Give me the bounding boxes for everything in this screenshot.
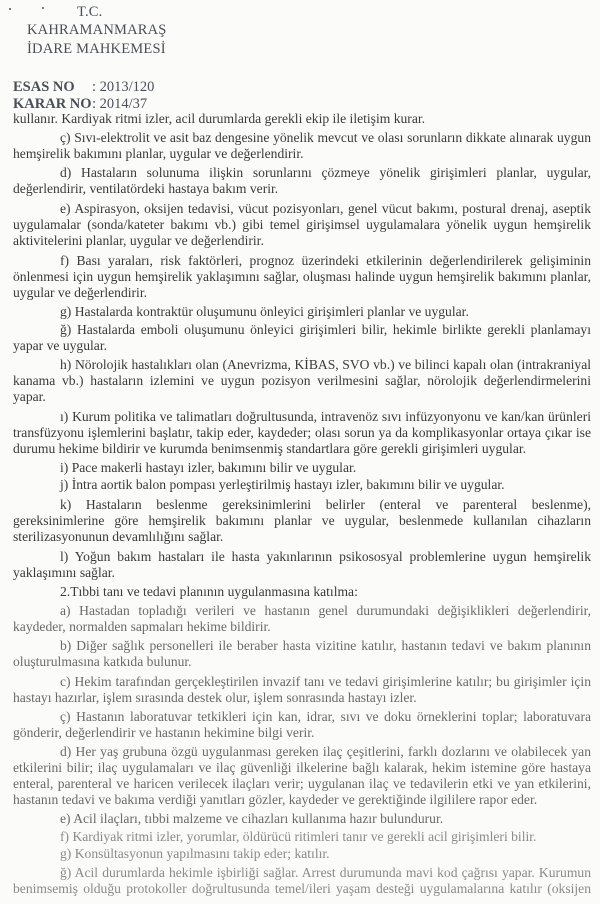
text-line: ç) Hastanın laboratuvar tetkikleri için kan, idrar, sıvı ve doku örneklerini toplar; laboratuvara [60, 708, 591, 724]
text-line: d) Hastaların solunuma ilişkin sorunlarını çözmeye yönelik girişimleri planlar, uygular, [60, 164, 591, 180]
text-line: uygular ve değerlendirir. [13, 285, 147, 301]
text-line: hastanın tedavi ve bakıma verdiği yanıtları gözler, kaydeder ve gerektiğinde ilgililere rapor eder. [13, 792, 538, 808]
esas-value: : 2013/120 [92, 79, 155, 95]
scan-speck [42, 7, 44, 9]
text-line: ı) Kurum politika ve talimatları doğrultusunda, intravenöz sıvı infüzyonyonu ve kan/kan ürünleri [60, 408, 591, 424]
header-court: İDARE MAHKEMESİ [27, 41, 166, 57]
text-line: oluşturulmasına katkıda bulunur. [13, 653, 192, 669]
header-tc: T.C. [77, 4, 103, 20]
text-line: kaydeder, normalden sapmaları hekime bildirir. [13, 618, 271, 634]
text-line: e) Acil ilaçları, tıbbi malzeme ve cihazları kullanıma hazır bulundurur. [60, 811, 444, 826]
text-line: g) Hastalarda kontraktür oluşumunu önleyici girişimleri planlar ve uygular. [60, 303, 469, 319]
text-line: ç) Sıvı-elektrolit ve asit baz dengesine yönelik mevcut ve olası sorunların dikkate alınarak uygun [60, 129, 591, 145]
text-line: ğ) Hastalarda emboli oluşumunu önleyici girişimleri bilir, hekimle birlikte gerekli planlamayı [60, 321, 591, 337]
text-line: uygulamalar (sonda/kateter bakımı vb.) gibi temel girişimsel uygulamalara yönelik uygun hemşirelik [13, 216, 591, 232]
text-line: hastayı hazırlar, işlem sırasında destek olur, işlem sonrasında hastayı izler. [13, 689, 417, 705]
text-line: i) Pace makerli hastayı izler, bakımını bilir ve uygular. [60, 460, 357, 476]
text-line: 2.Tıbbi tanı ve tedavi planının uygulanmasına katılma: [60, 583, 358, 599]
text-line: gönderir, değerlendirir ve hastanın hekimine bilgi verir. [13, 724, 315, 740]
text-line: önlenmesi için uygun hemşirelik yaklaşımını sağlar, oluşması halinde uygun hemşirelik bakımını planlar, [13, 268, 591, 284]
text-line: yapar. [13, 389, 46, 405]
text-line: yapar ve uygular. [13, 338, 107, 354]
text-line: kanama vb.) hastaların izlemini ve uygun pozisyon verilmesini sağlar, nörolojik değerlendirmelerini [13, 373, 591, 389]
text-line: b) Diğer sağlık personelleri ile beraber hasta vizitine katılır, hastanın tedavi ve bakım planının [60, 637, 591, 653]
text-line: k) Hastaların beslenme gereksinimlerini belirler (enteral ve parenteral beslenme), [60, 496, 591, 512]
karar-value: : 2014/37 [92, 96, 148, 112]
karar-label: KARAR NO [13, 96, 92, 112]
text-line: benimsemiş olduğu protokoller doğrultusunda temel/ileri yaşam desteği uygulamalarına katılır (oksijen [13, 881, 591, 896]
text-line: gereksinimlerine göre hemşirelik bakımını planlar ve uygular, beslenmede kullanılan cihazların [13, 513, 591, 529]
text-line: sterilizasyonunun devamlılığını sağlar. [13, 529, 224, 545]
text-line: a) Hastadan topladığı verileri ve hastanın genel durumundaki değişiklikleri değerlendirir, [60, 602, 591, 618]
text-line: enteral, parenteral ve haricen verilecek ilaçları verir; uygulanan ilaç ve tedavilerin etki ve yan etkilerini, [13, 776, 591, 791]
text-line: h) Nörolojik hastalıkları olan (Anevrizma, KİBAS, SVO vb.) ve bilinci kapalı olan (intrakraniyal [60, 356, 591, 372]
text-line: l) Yoğun bakım hastaları ile hasta yakınlarının psikososyal problemlerine uygun hemşirelik [60, 548, 591, 564]
text-line: f) Bası yaraları, risk faktörleri, prognoz üzerindeki etkilerinin değerlendirilerek gelişiminin [60, 252, 591, 268]
text-line: e) Aspirasyon, oksijen tedavisi, vücut pozisyonları, genel vücut bakımı, postural drenaj, aseptik [60, 200, 591, 216]
text-line: g) Konsültasyonun yapılmasını takip eder; katılır. [60, 846, 330, 861]
esas-label: ESAS NO [13, 79, 75, 95]
text-line: kullanır. Kardiyak ritmi izler, acil durumlarda gerekli ekip ile iletişim kurar. [13, 111, 426, 126]
text-line: transfüzyonu işlemlerini başlatır, takip eder, kaydeder; olası sorun ya da komplikasyonlar ortaya çıkar ise [13, 425, 591, 441]
text-line: ğ) Acil durumlarda hekimle işbirliği sağlar. Arrest durumunda mavi kod çağrısı yapar. Kurumun [60, 864, 591, 880]
text-line: değerlendirir, ventilatördeki hastaya bakım verir. [13, 181, 279, 196]
scan-speck [9, 8, 11, 10]
text-line: j) İntra aortik balon pompası yerleştirilmiş hastayı izler, bakımını bilir ve uygular. [60, 477, 505, 493]
header-city: KAHRAMANMARAŞ [27, 22, 167, 38]
text-line: durumu hekime bildirir ve kurumda benimsenmiş standartlara göre gerekli girişimleri uygular. [13, 441, 527, 457]
text-line: yaklaşımını sağlar. [13, 565, 115, 581]
text-line: c) Hekim tarafından gerçekleştirilen invazif tanı ve tedavi girişimlerine katılır; bu girişimler için [60, 673, 591, 689]
text-line: d) Her yaş grubuna özgü uygulanması gereken ilaç çeşitlerini, farklı dozlarını ve olabilecek yan [60, 743, 591, 759]
text-line: etkilerini bilir; ilaç uygulamaları ve ilaç güvenliği ilkelerine bağlı kalarak, hekim istemine göre hastaya [13, 759, 591, 775]
text-line: hemşirelik bakımını planlar, uygular ve değerlendirir. [13, 146, 304, 161]
text-line: f) Kardiyak ritmi izler, yorumlar, öldürücü ritimleri tanır ve gerekli acil girişimleri bilir. [60, 828, 537, 844]
text-line: aktivitelerini planlar, uygular ve değerlendirir. [13, 233, 264, 249]
